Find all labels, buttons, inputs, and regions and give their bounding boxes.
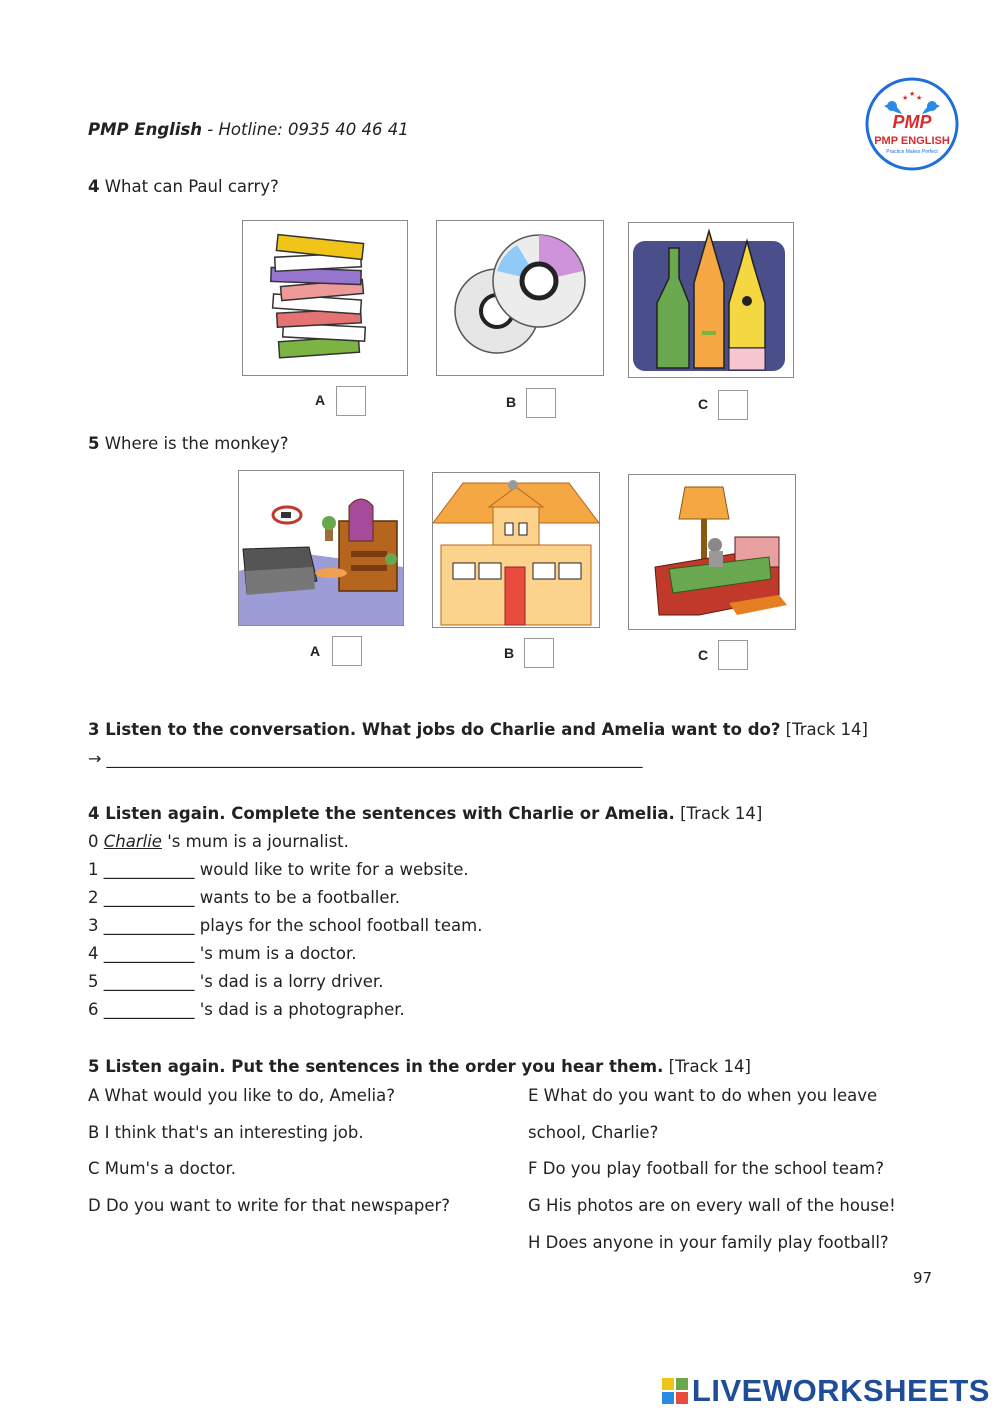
svg-text:★: ★ — [916, 94, 923, 102]
ex4-example: 0 Charlie 's mum is a journalist. — [88, 832, 349, 851]
example-answer: Charlie — [103, 832, 162, 851]
living-room-icon — [238, 470, 404, 626]
books-icon — [242, 220, 408, 376]
logo-name: PMP ENGLISH — [874, 135, 950, 147]
bedroom-icon — [628, 474, 796, 630]
ex4-item: 6 ___________ 's dad is a photographer. — [88, 1000, 405, 1019]
q5-option-b-label: B — [504, 645, 515, 661]
ex4-item: 1 ___________ would like to write for a website. — [88, 860, 469, 879]
q4-option-b-label: B — [506, 394, 517, 410]
ex5-sentence-h: H Does anyone in your family play football? — [528, 1233, 889, 1252]
liveworksheets-wordmark: LIVEWORKSHEETS — [691, 1373, 990, 1408]
q5-option-a-checkbox[interactable] — [332, 636, 362, 666]
ex5-sentence-b: B I think that's an interesting job. — [88, 1123, 364, 1142]
ex5-sentence-d: D Do you want to write for that newspaper? — [88, 1196, 451, 1215]
header-line — [88, 120, 409, 139]
q4-option-c-checkbox[interactable] — [718, 390, 748, 420]
answer-blank[interactable]: ___________ — [103, 1000, 195, 1019]
answer-blank[interactable]: ___________ — [103, 972, 195, 991]
ex5-sentence-a: A What would you like to do, Amelia? — [88, 1086, 395, 1105]
ex5-sentence-f: F Do you play football for the school team? — [528, 1159, 884, 1178]
pens-icon — [628, 222, 794, 378]
house-roof-icon — [432, 472, 600, 628]
ex3-title: 3 Listen to the conversation. What jobs do Charlie and Amelia want to do? [Track 14] — [88, 720, 868, 739]
liveworksheets-icon — [662, 1378, 688, 1404]
q4-option-c-label: C — [698, 396, 709, 412]
ex5-sentence-e-cont: school, Charlie? — [528, 1123, 659, 1142]
q5-option-a-label: A — [310, 643, 321, 659]
svg-text:★: ★ — [902, 94, 909, 102]
svg-text:★: ★ — [909, 90, 916, 98]
q4-option-a-label: A — [315, 392, 326, 408]
q5-option-b-checkbox[interactable] — [524, 638, 554, 668]
q4-question: 4 What can Paul carry? — [88, 177, 279, 196]
q4-option-b-checkbox[interactable] — [526, 388, 556, 418]
logo-tagline: Practice Makes Perfect — [886, 149, 938, 155]
hotline: - Hotline: 0935 40 46 41 — [202, 120, 409, 139]
pmp-logo — [862, 76, 962, 172]
ex3-answer-line[interactable]: → ___________________________________________________________________ — [88, 749, 643, 768]
answer-blank[interactable]: ___________ — [103, 860, 195, 879]
q5-option-c-checkbox[interactable] — [718, 640, 748, 670]
q4-option-a-checkbox[interactable] — [336, 386, 366, 416]
answer-blank[interactable]: ___________ — [103, 944, 195, 963]
q5-option-c-label: C — [698, 647, 709, 663]
logo-top: PMP — [892, 112, 932, 132]
liveworksheets-logo — [662, 1373, 990, 1409]
answer-blank[interactable]: ___________ — [103, 916, 195, 935]
brand-name: PMP English — [88, 120, 203, 139]
answer-blank[interactable]: ___________ — [103, 888, 195, 907]
ex5-sentence-g: G His photos are on every wall of the house! — [528, 1196, 896, 1215]
ex4-item: 4 ___________ 's mum is a doctor. — [88, 944, 357, 963]
q5-question: 5 Where is the monkey? — [88, 434, 289, 453]
ex4-item: 2 ___________ wants to be a footballer. — [88, 888, 401, 907]
page-number: 97 — [913, 1269, 933, 1287]
ex4-item: 3 ___________ plays for the school football team. — [88, 916, 483, 935]
cds-icon — [436, 220, 604, 376]
ex4-title: 4 Listen again. Complete the sentences with Charlie or Amelia. [Track 14] — [88, 804, 763, 823]
ex5-sentence-e: E What do you want to do when you leave — [528, 1086, 878, 1105]
ex5-sentence-c: C Mum's a doctor. — [88, 1159, 236, 1178]
ex5-title: 5 Listen again. Put the sentences in the order you hear them. [Track 14] — [88, 1057, 751, 1076]
ex4-item: 5 ___________ 's dad is a lorry driver. — [88, 972, 384, 991]
